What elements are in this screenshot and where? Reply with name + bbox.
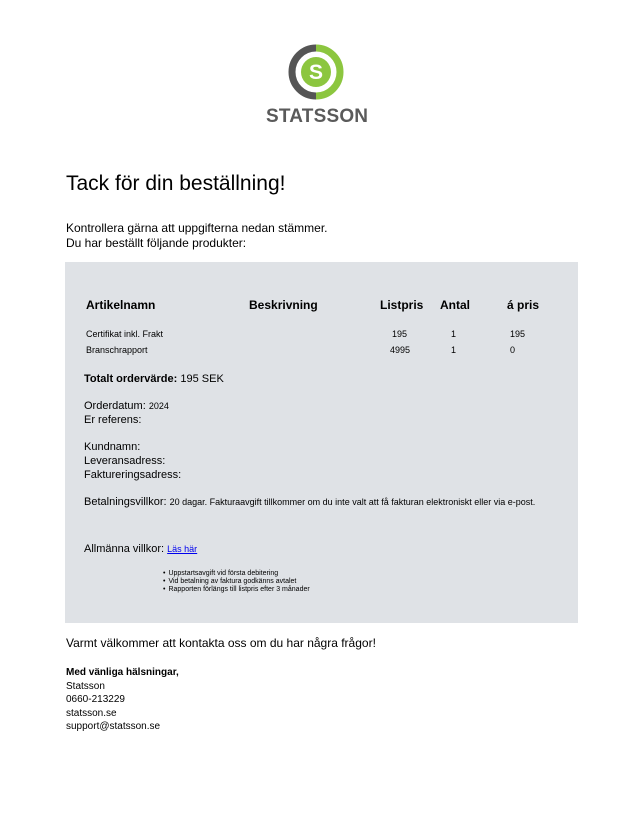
signature-greeting: Med vänliga hälsningar, — [66, 667, 179, 678]
row-name: Certifikat inkl. Frakt — [86, 329, 164, 339]
signature-company: Statsson — [66, 680, 105, 692]
header-antal: Antal — [440, 298, 470, 312]
list-item: • Vid betalning av faktura godkänns avtalet — [163, 578, 310, 586]
order-summary-panel — [65, 262, 578, 623]
signature-block — [66, 666, 179, 734]
intro-line-1: Kontrollera gärna att uppgifterna nedan stämmer. — [66, 221, 328, 235]
contact-invitation: Varmt välkommer att kontakta oss om du har några frågor! — [66, 636, 376, 650]
header-artikelnamn: Artikelnamn — [86, 298, 156, 312]
row-quantity: 1 — [451, 329, 457, 339]
signature-phone: 0660-213229 — [66, 694, 125, 705]
order-total-value: 195 SEK — [180, 373, 224, 385]
list-item: • Uppstartsavgift vid första debitering — [163, 570, 310, 578]
order-date-label: Orderdatum: — [84, 400, 146, 412]
logo-mark-icon — [288, 44, 344, 100]
row-name: Branschrapport — [86, 345, 148, 355]
header-beskrivning: Beskrivning — [249, 298, 318, 312]
logo-wordmark: STATSSON — [266, 106, 369, 127]
order-date-value: 2024 — [148, 401, 169, 411]
header-a-pris: á pris — [507, 298, 540, 312]
payment-terms — [84, 496, 574, 508]
page-title: Tack för din beställning! — [66, 172, 286, 195]
billing-address-label: Faktureringsadress: — [84, 469, 182, 481]
terms-bullet-list — [163, 570, 310, 594]
payment-terms-label: Betalningsvillkor: — [84, 496, 167, 508]
signature-website: statsson.se — [66, 707, 117, 719]
intro-text — [66, 221, 328, 251]
general-terms-label: Allmänna villkor: — [84, 543, 165, 555]
row-unit-price: 0 — [510, 345, 516, 355]
row-quantity: 1 — [451, 345, 457, 355]
read-here-link[interactable]: Läs här — [167, 544, 198, 554]
row-list-price: 195 — [392, 329, 408, 339]
signature-email: support@statsson.se — [66, 721, 161, 732]
row-list-price: 4995 — [390, 345, 411, 355]
order-total-label: Totalt ordervärde: — [84, 373, 178, 385]
delivery-address-label: Leveransadress: — [84, 455, 166, 467]
list-item: • Rapporten förlängs till listpris efter 3 månader — [163, 586, 310, 594]
intro-line-2: Du har beställt följande produkter: — [66, 236, 247, 250]
row-unit-price: 195 — [510, 329, 526, 339]
svg-text:S: S — [308, 61, 324, 84]
header-listpris: Listpris — [380, 298, 424, 312]
reference-label: Er referens: — [84, 414, 142, 426]
customer-name-label: Kundnamn: — [84, 441, 141, 453]
order-total — [84, 373, 224, 385]
general-terms — [84, 543, 197, 555]
payment-terms-text: 20 dagar. Fakturaavgift tillkommer om du inte valt att få fakturan elektroniskt eller via e-post. — [169, 497, 536, 507]
order-date — [84, 400, 169, 412]
